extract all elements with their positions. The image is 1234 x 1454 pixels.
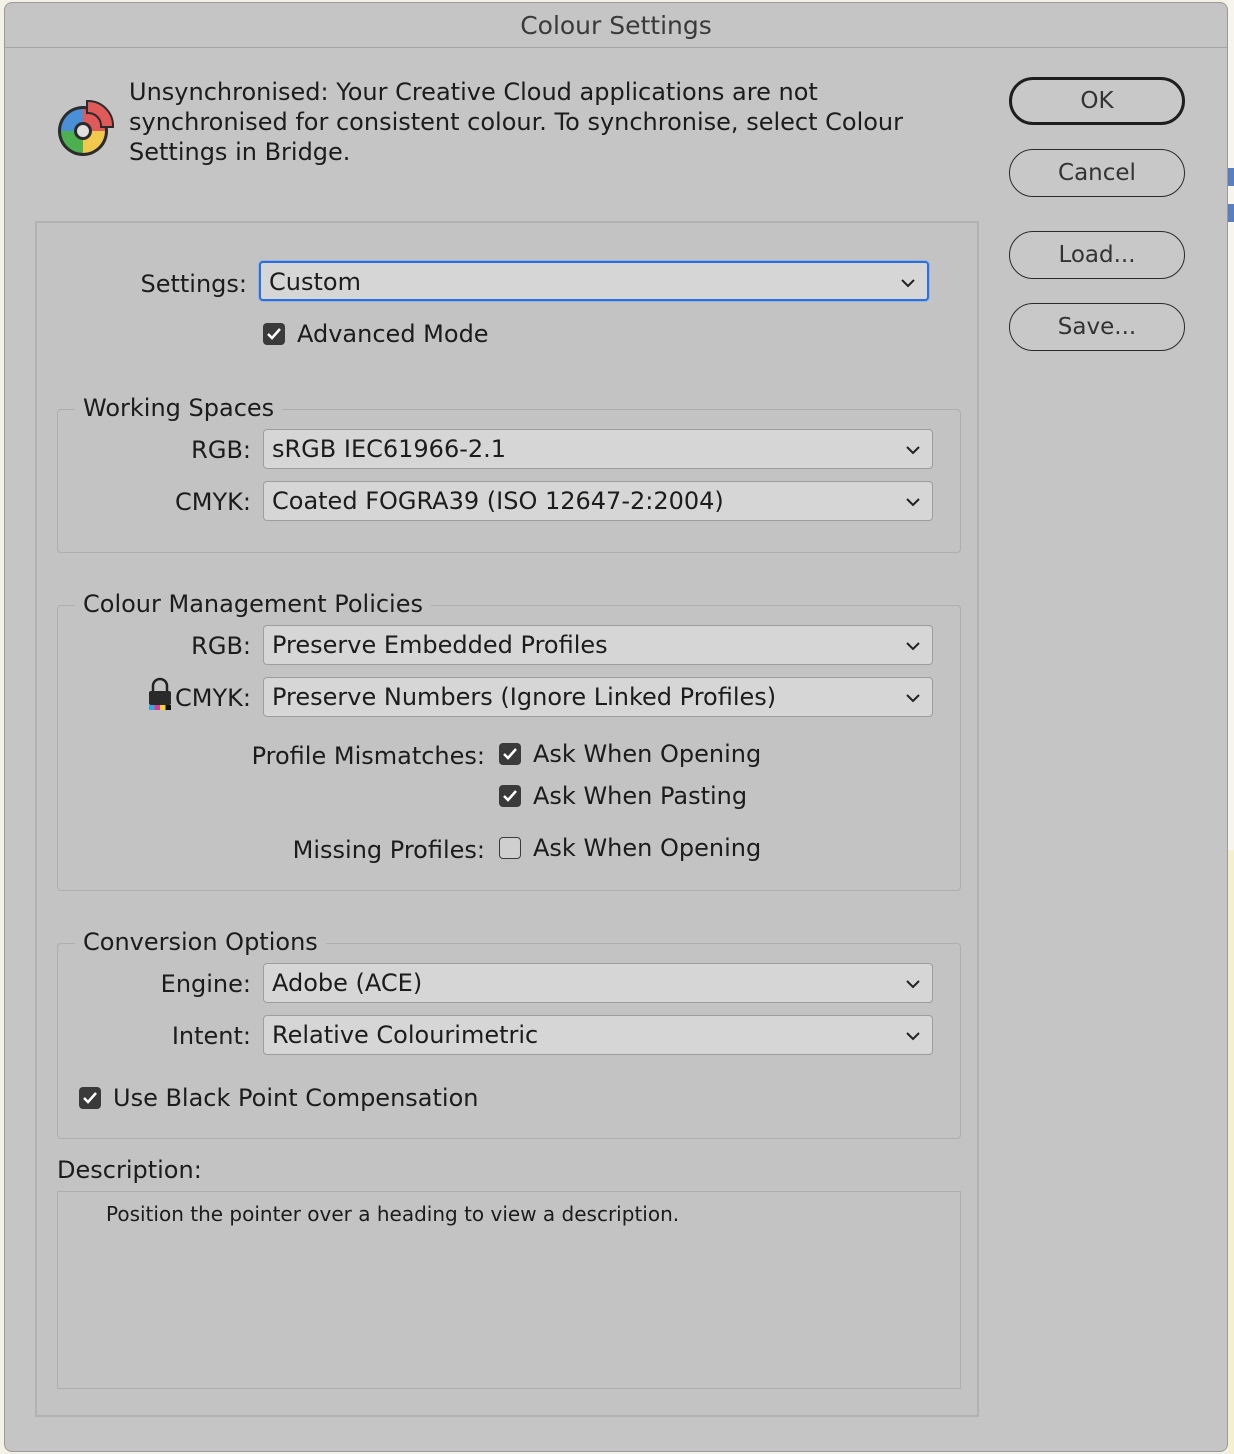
working-cmyk-value: Coated FOGRA39 (ISO 12647-2:2004) (272, 487, 724, 515)
black-point-compensation-checkbox[interactable] (79, 1087, 101, 1109)
missing-profiles-label: Missing Profiles: (292, 836, 485, 864)
ok-button[interactable]: OK (1009, 77, 1185, 125)
settings-dropdown[interactable] (259, 261, 929, 301)
mismatch-ask-opening-label: Ask When Opening (533, 740, 762, 768)
missing-ask-opening-label: Ask When Opening (533, 834, 762, 862)
window-title: Colour Settings (5, 3, 1227, 48)
policy-rgb-dropdown[interactable] (263, 625, 933, 665)
working-rgb-label: RGB: (191, 436, 251, 464)
chevron-down-icon (904, 1027, 922, 1045)
mismatch-ask-pasting-checkbox[interactable] (499, 785, 521, 807)
background-highlight (1228, 204, 1234, 222)
chevron-down-icon (904, 493, 922, 511)
intent-label: Intent: (171, 1022, 251, 1050)
conversion-heading: Conversion Options (75, 927, 326, 957)
description-text: Position the pointer over a heading to view a description. (106, 1202, 680, 1226)
mismatch-ask-pasting-label: Ask When Pasting (533, 782, 748, 810)
background-page-area (1228, 850, 1234, 1454)
checkmark-icon (502, 788, 518, 804)
working-rgb-value: sRGB IEC61966-2.1 (272, 435, 507, 463)
black-point-compensation-label: Use Black Point Compensation (113, 1084, 479, 1112)
advanced-mode-label: Advanced Mode (297, 320, 489, 348)
mismatch-ask-opening-checkbox[interactable] (499, 743, 521, 765)
working-cmyk-dropdown[interactable] (263, 481, 933, 521)
background-document (1228, 0, 1234, 1454)
chevron-down-icon (904, 975, 922, 993)
engine-label: Engine: (160, 970, 251, 998)
settings-label: Settings: (140, 270, 247, 298)
missing-ask-opening-checkbox[interactable] (499, 837, 521, 859)
colour-settings-dialog (4, 2, 1228, 1452)
working-rgb-dropdown[interactable] (263, 429, 933, 469)
chevron-down-icon (899, 274, 917, 292)
policy-cmyk-value: Preserve Numbers (Ignore Linked Profiles) (272, 683, 777, 711)
advanced-mode-checkbox[interactable] (263, 323, 285, 345)
policies-heading: Colour Management Policies (75, 589, 431, 619)
background-highlight (1228, 168, 1234, 186)
checkmark-icon (266, 326, 282, 342)
engine-value: Adobe (ACE) (272, 969, 423, 997)
description-label: Description: (57, 1156, 202, 1184)
settings-value: Custom (269, 268, 361, 296)
working-spaces-heading: Working Spaces (75, 393, 282, 423)
chevron-down-icon (904, 689, 922, 707)
policy-rgb-label: RGB: (191, 632, 251, 660)
load-button[interactable]: Load... (1009, 231, 1185, 279)
checkmark-icon (82, 1090, 98, 1106)
policy-cmyk-dropdown[interactable] (263, 677, 933, 717)
chevron-down-icon (904, 637, 922, 655)
cancel-button[interactable]: Cancel (1009, 149, 1185, 197)
engine-dropdown[interactable] (263, 963, 933, 1003)
description-box (57, 1191, 961, 1389)
policy-cmyk-label: CMYK: (175, 684, 251, 712)
settings-panel (35, 221, 979, 1417)
chevron-down-icon (904, 441, 922, 459)
checkmark-icon (502, 746, 518, 762)
colour-sync-icon (55, 99, 115, 159)
sync-status-message: Unsynchronised: Your Creative Cloud applications are not synchronised for consistent colour. To synchronise, select Colour Settings in Bridge. (129, 78, 903, 166)
profile-mismatches-label: Profile Mismatches: (251, 742, 485, 770)
intent-value: Relative Colourimetric (272, 1021, 539, 1049)
intent-dropdown[interactable] (263, 1015, 933, 1055)
save-button[interactable]: Save... (1009, 303, 1185, 351)
policy-rgb-value: Preserve Embedded Profiles (272, 631, 608, 659)
working-cmyk-label: CMYK: (175, 488, 251, 516)
